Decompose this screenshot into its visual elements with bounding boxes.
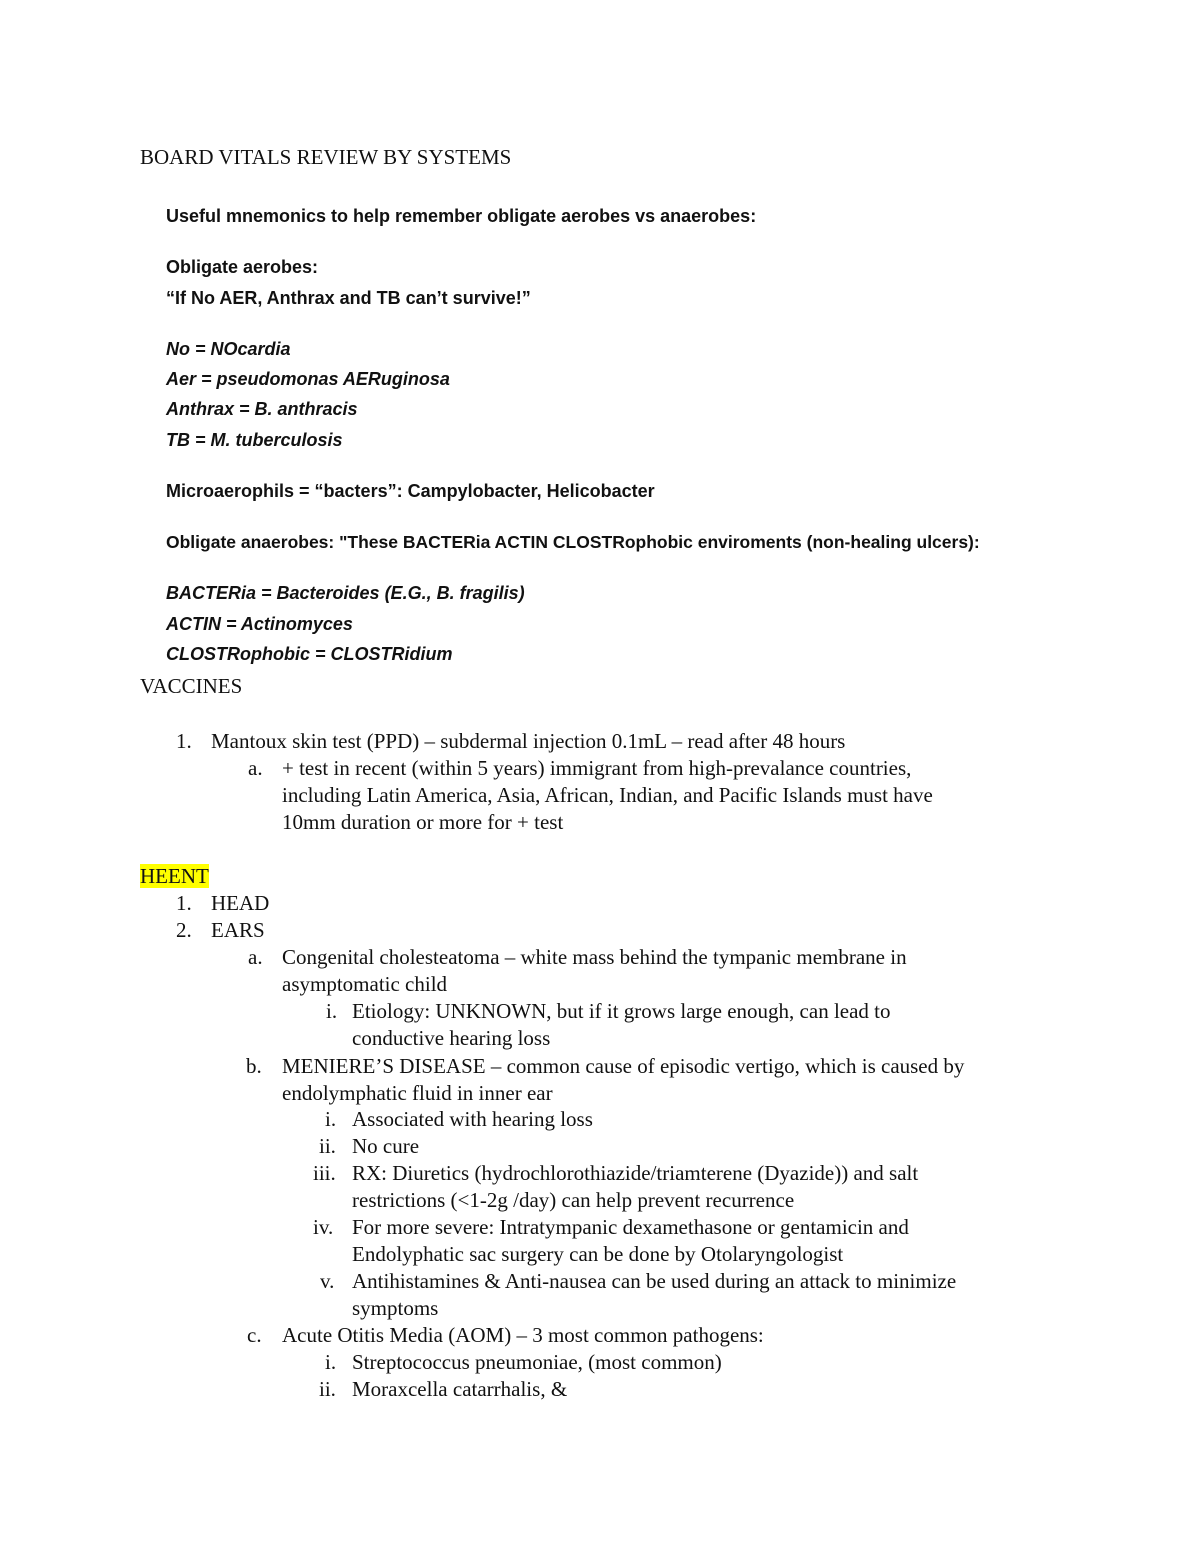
list-marker: ii.: [319, 1134, 336, 1158]
vaccine-subitem-line: including Latin America, Asia, African, Indian, and Pacific Islands must have: [282, 783, 933, 807]
ears-subitem-line: MENIERE’S DISEASE – common cause of episodic vertigo, which is caused by: [282, 1054, 965, 1078]
meniere-detail-line: For more severe: Intratympanic dexamethasone or gentamicin and: [352, 1215, 909, 1239]
mnemonics-heading: Useful mnemonics to help remember obligate aerobes vs anaerobes:: [166, 206, 757, 226]
vaccine-subitem-line: 10mm duration or more for + test: [282, 810, 564, 834]
list-marker: ii.: [319, 1377, 336, 1401]
meniere-detail-line: Endolyphatic sac surgery can be done by Otolaryngologist: [352, 1242, 844, 1266]
list-marker: 2.: [176, 918, 192, 942]
list-marker: 1.: [176, 729, 192, 753]
anaerobes-line: Obligate anaerobes: "These BACTERia ACTIN CLOSTRophobic enviroments (non-healing ulcers):: [166, 532, 980, 552]
list-marker: 1.: [176, 891, 192, 915]
ears-subitem-line: Acute Otitis Media (AOM) – 3 most common pathogens:: [282, 1323, 764, 1347]
vaccines-heading: VACCINES: [140, 674, 243, 698]
anaerobe-item: CLOSTRophobic = CLOSTRidium: [166, 644, 453, 664]
list-marker: a.: [248, 945, 263, 969]
aom-pathogen-line: Streptococcus pneumoniae, (most common): [352, 1350, 722, 1374]
anaerobe-item: ACTIN = Actinomyces: [166, 614, 353, 634]
aom-pathogen-line: Moraxcella catarrhalis, &: [352, 1377, 568, 1401]
document-title: BOARD VITALS REVIEW BY SYSTEMS: [140, 145, 512, 169]
list-marker: c.: [247, 1323, 262, 1347]
meniere-detail-line: Associated with hearing loss: [352, 1107, 593, 1131]
ears-detail-line: Etiology: UNKNOWN, but if it grows large enough, can lead to: [352, 999, 891, 1023]
vaccine-subitem-line: + test in recent (within 5 years) immigrant from high-prevalance countries,: [282, 756, 912, 780]
meniere-detail-line: Antihistamines & Anti-nausea can be used during an attack to minimize: [352, 1269, 957, 1293]
meniere-detail-line: RX: Diuretics (hydrochlorothiazide/triamterene (Dyazide)) and salt: [352, 1161, 919, 1185]
list-marker: a.: [248, 756, 263, 780]
aerobes-label: Obligate aerobes:: [166, 257, 319, 277]
vaccine-item-mantoux: Mantoux skin test (PPD) – subdermal injection 0.1mL – read after 48 hours: [211, 729, 846, 753]
aerobes-phrase: “If No AER, Anthrax and TB can’t survive!”: [166, 288, 531, 308]
list-marker: i.: [326, 999, 338, 1023]
aerobe-item: Anthrax = B. anthracis: [166, 399, 358, 419]
ears-detail-line: conductive hearing loss: [352, 1026, 551, 1050]
aerobe-item: Aer = pseudomonas AERuginosa: [166, 369, 450, 389]
list-marker: i.: [325, 1350, 337, 1374]
list-marker: i.: [325, 1107, 337, 1131]
heent-heading: HEENT: [140, 864, 209, 888]
list-marker: iii.: [313, 1161, 336, 1185]
aerobe-item: TB = M. tuberculosis: [166, 430, 343, 450]
meniere-detail-line: symptoms: [352, 1296, 439, 1320]
list-marker: iv.: [313, 1215, 334, 1239]
meniere-detail-line: No cure: [352, 1134, 420, 1158]
microaerophils-line: Microaerophils = “bacters”: Campylobacter, Helicobacter: [166, 481, 655, 501]
ears-subitem-line: endolymphatic fluid in inner ear: [282, 1081, 553, 1105]
list-marker: b.: [246, 1054, 262, 1078]
ears-subitem-line: asymptomatic child: [282, 972, 448, 996]
anaerobe-item: BACTERia = Bacteroides (E.G., B. fragilis): [166, 583, 525, 603]
heent-item-head: HEAD: [211, 891, 270, 915]
list-marker: v.: [320, 1269, 335, 1293]
aerobe-item: No = NOcardia: [166, 339, 291, 359]
meniere-detail-line: restrictions (<1-2g /day) can help prevent recurrence: [352, 1188, 795, 1212]
ears-subitem-line: Congenital cholesteatoma – white mass behind the tympanic membrane in: [282, 945, 907, 969]
heent-item-ears: EARS: [211, 918, 265, 942]
